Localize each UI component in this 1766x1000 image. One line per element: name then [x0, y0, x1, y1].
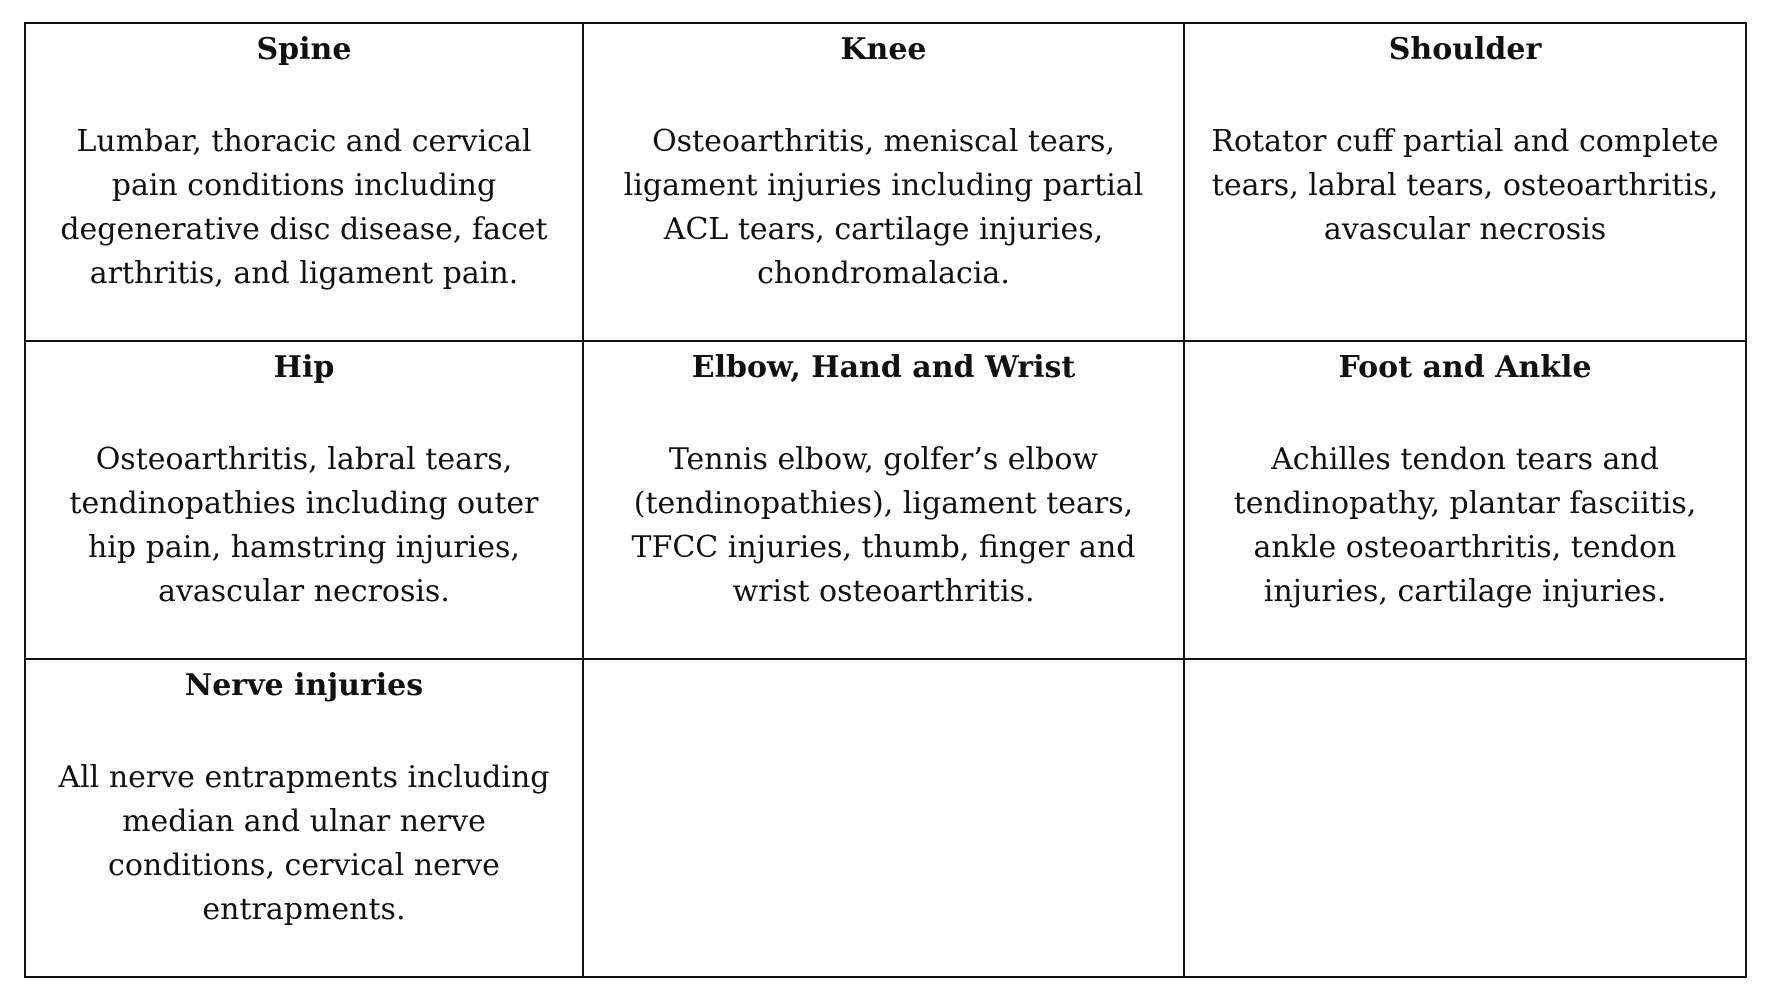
cell-knee: [583, 23, 1184, 341]
cell-description: Lumbar, thoracic and cervical pain conditions including degenerative disc disease, facet arthritis, and ligament pain.: [60, 124, 548, 291]
cell-description: Osteoarthritis, labral tears, tendinopathies including outer hip pain, hamstring injuries, avascular necrosis.: [69, 442, 539, 609]
cell-description: Rotator cuff partial and complete tears, labral tears, osteoarthritis, avascular necrosis: [1211, 124, 1719, 247]
cell-title: Elbow, Hand and Wrist: [691, 350, 1076, 385]
table-row: [25, 23, 1746, 341]
table-row: [25, 659, 1746, 977]
cell-description: Achilles tendon tears and tendinopathy, plantar fasciitis, ankle osteoarthritis, tendon injuries, cartilage injuries.: [1233, 442, 1697, 609]
cell-elbow-hand-wrist: [583, 341, 1184, 659]
cell-title: Foot and Ankle: [1338, 350, 1592, 385]
table-row: [25, 341, 1746, 659]
cell-hip: [25, 341, 583, 659]
cell-title: Nerve injuries: [184, 668, 424, 703]
cell-empty: [583, 659, 1184, 977]
cell-title: Knee: [840, 32, 927, 67]
cell-spine: [25, 23, 583, 341]
cell-shoulder: [1184, 23, 1746, 341]
cell-empty: [1184, 659, 1746, 977]
cell-title: Shoulder: [1388, 32, 1542, 67]
cell-description: Tennis elbow, golfer’s elbow (tendinopathies), ligament tears, TFCC injuries, thumb, finger and wrist osteoarthritis.: [631, 442, 1136, 609]
cell-foot-ankle: [1184, 341, 1746, 659]
cell-nerve-injuries: [25, 659, 583, 977]
cell-title: Spine: [256, 32, 352, 67]
cell-title: Hip: [273, 350, 335, 385]
cell-description: Osteoarthritis, meniscal tears, ligament injuries including partial ACL tears, cartilage injuries, chondromalacia.: [623, 124, 1144, 291]
conditions-table: [24, 22, 1747, 978]
cell-description: All nerve entrapments including median and ulnar nerve conditions, cervical nerve entrapments.: [58, 760, 550, 927]
